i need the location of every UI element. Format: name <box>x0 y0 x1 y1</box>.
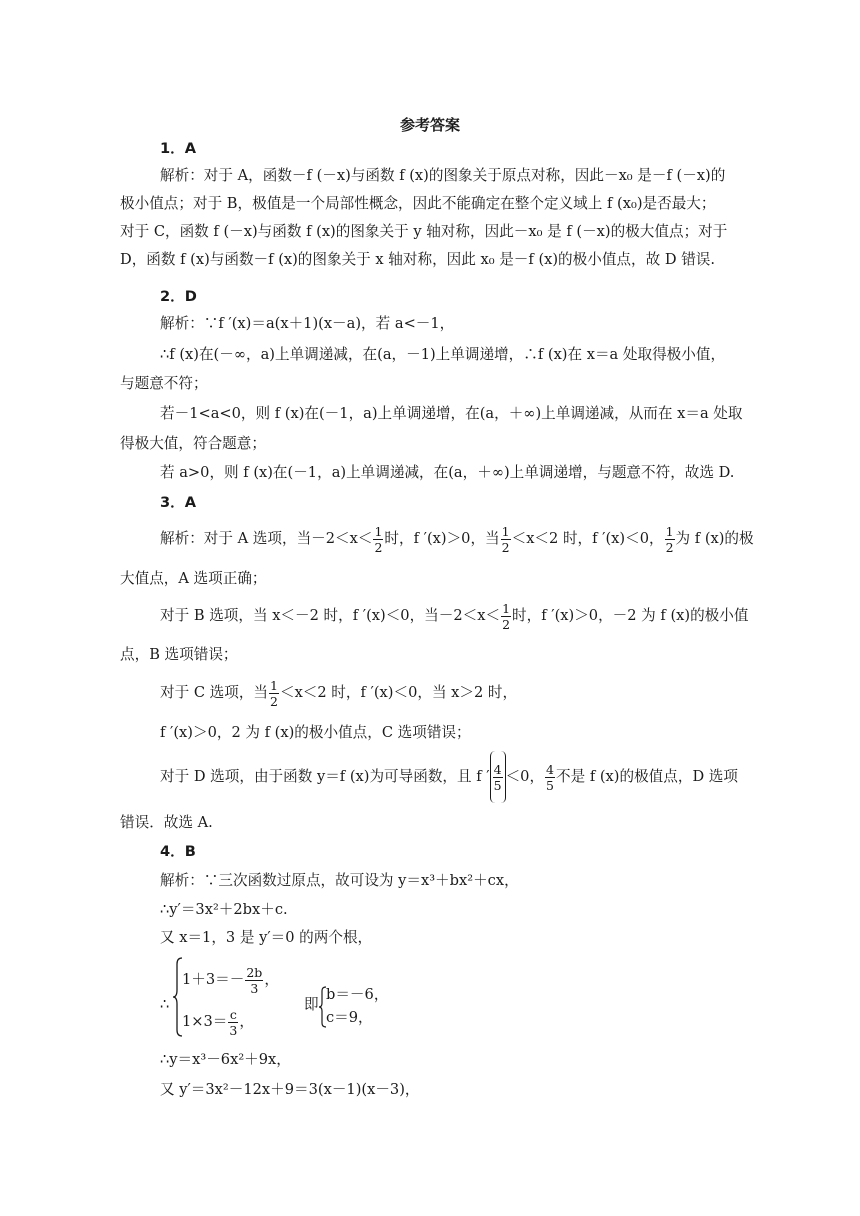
fraction-half <box>269 678 279 709</box>
fraction-denominator: 2 <box>374 539 383 555</box>
fraction-denominator: 5 <box>546 777 554 793</box>
q3-line-1 <box>160 520 754 558</box>
q1-line-3: 对于 C，函数 f (－x)与函数 f (x)的图象关于 y 轴对称，因此－x₀ 是 f (－x)的极大值点；对于 <box>120 223 728 240</box>
q2-line-1: 解析：∵f ′(x)＝a(x＋1)(x－a)，若 a<－1， <box>160 315 455 332</box>
fraction-denominator: 2 <box>502 616 511 632</box>
q1-line-4: D，函数 f (x)与函数－f (x)的图象关于 x 轴对称，因此 x₀ 是－f (x)的极小值点，故 D 错误. <box>120 251 716 268</box>
q4-heading: 4．B <box>160 843 196 860</box>
fraction-numerator: 1 <box>502 600 511 616</box>
q3-text: ＜x＜2 时，f ′(x)＜0，当 x＞2 时， <box>279 684 518 701</box>
q3-line-4: 点，B 选项错误； <box>120 646 238 663</box>
page-title: 参考答案 <box>399 116 460 134</box>
fraction-numerator: 1 <box>374 523 383 539</box>
eq-text: ， <box>264 971 279 988</box>
q4-line-1: 解析：∵三次函数过原点，故可设为 y＝x³＋bx²＋cx， <box>160 872 519 889</box>
q4-line-4: ∴y＝x³－6x²＋9x， <box>160 1051 291 1068</box>
q3-text: 为 f (x)的极 <box>675 530 754 547</box>
fraction-numerator: 4 <box>546 761 554 777</box>
fraction-denominator: 3 <box>229 1022 238 1038</box>
fraction-2b-over-3 <box>245 965 263 996</box>
q2-heading: 2．D <box>160 288 197 305</box>
fraction-four-fifths <box>545 762 555 793</box>
solution-b: b＝－6， <box>326 986 389 1003</box>
fraction-half <box>501 524 511 555</box>
q3-text: 时，f ′(x)＞0，当 <box>384 530 500 547</box>
q3-line-6: f ′(x)＞0，2 为 f (x)的极小值点，C 选项错误； <box>160 724 471 741</box>
fraction-numerator: 1 <box>501 523 510 539</box>
solution-c: c＝9， <box>326 1009 373 1026</box>
q3-text: 对于 C 选项，当 <box>160 684 269 701</box>
fraction-four-fifths <box>493 762 503 793</box>
fraction-denominator: 2 <box>270 693 278 709</box>
system-eq-2 <box>182 1004 254 1040</box>
q3-line-3 <box>160 597 748 635</box>
q3-text: ＜0， <box>505 768 545 785</box>
q1-heading: 1．A <box>160 140 197 157</box>
fraction-numerator: 4 <box>493 761 502 777</box>
fraction-denominator: 3 <box>250 980 259 996</box>
fraction-numerator: c <box>229 1006 237 1022</box>
fraction-denominator: 5 <box>493 777 502 793</box>
q3-heading: 3．A <box>160 494 197 511</box>
q3-text: 对于 B 选项，当 x＜－2 时，f ′(x)＜0，当－2＜x＜ <box>160 607 501 624</box>
q3-text: ＜x＜2 时，f ′(x)＜0， <box>511 530 664 547</box>
q2-line-6: 若 a>0，则 f (x)在(－1，a)上单调递减，在(a，＋∞)上单调递增，与题意不符，故选 D. <box>160 464 735 481</box>
fraction-half <box>373 524 383 555</box>
q4-line-5: 又 y′＝3x²－12x＋9＝3(x－1)(x－3)， <box>160 1081 420 1098</box>
q2-line-4: 若－1<a<0，则 f (x)在(－1，a)上单调递增，在(a，＋∞)上单调递减，从而在 x＝a 处取 <box>160 405 743 422</box>
q3-text: 解析：对于 A 选项，当－2＜x＜ <box>160 530 373 547</box>
fraction-denominator: 2 <box>665 539 674 555</box>
paren-four-fifths <box>490 751 506 803</box>
q4-line-2: ∴y′＝3x²＋2bx＋c. <box>160 901 288 918</box>
q2-line-5: 得极大值，符合题意； <box>120 435 266 452</box>
eq-text: ， <box>239 1013 254 1030</box>
fraction-half <box>501 601 511 632</box>
fraction-numerator: 2b <box>246 964 263 980</box>
q2-line-3: 与题意不符； <box>120 375 208 392</box>
q3-text: 时，f ′(x)＞0，－2 为 f (x)的极小值 <box>512 607 749 624</box>
q3-line-8: 错误．故选 A. <box>120 814 213 831</box>
q2-line-2: ∴f (x)在(－∞，a)上单调递减，在(a，－1)上单调递增，∴f (x)在 x＝a 处取得极小值， <box>160 346 726 363</box>
system-eq-1 <box>182 962 279 998</box>
fraction-half <box>665 524 675 555</box>
fraction-numerator: 1 <box>665 523 674 539</box>
fraction-c-over-3 <box>228 1007 238 1038</box>
fraction-denominator: 2 <box>501 539 510 555</box>
therefore-symbol: ∴ <box>160 996 170 1013</box>
ji-label: 即 <box>304 996 319 1013</box>
q3-line-7 <box>160 751 738 803</box>
eq-text: 1＋3＝－ <box>182 971 245 988</box>
q3-line-2: 大值点，A 选项正确； <box>120 570 267 587</box>
q3-line-5 <box>160 674 517 712</box>
eq-text: 1×3＝ <box>182 1013 228 1030</box>
fraction-numerator: 1 <box>270 677 278 693</box>
q1-line-1: 解析：对于 A，函数－f (－x)与函数 f (x)的图象关于原点对称，因此－x₀ 是－f (－x)的 <box>160 167 726 184</box>
q3-text: 对于 D 选项，由于函数 y＝f (x)为可导函数，且 f ′ <box>160 768 490 785</box>
q4-line-3: 又 x＝1，3 是 y′＝0 的两个根， <box>160 929 373 946</box>
q3-text: 不是 f (x)的极值点，D 选项 <box>556 768 738 785</box>
q1-line-2: 极小值点；对于 B，极值是一个局部性概念，因此不能确定在整个定义域上 f (x₀)是否最大； <box>120 195 716 212</box>
